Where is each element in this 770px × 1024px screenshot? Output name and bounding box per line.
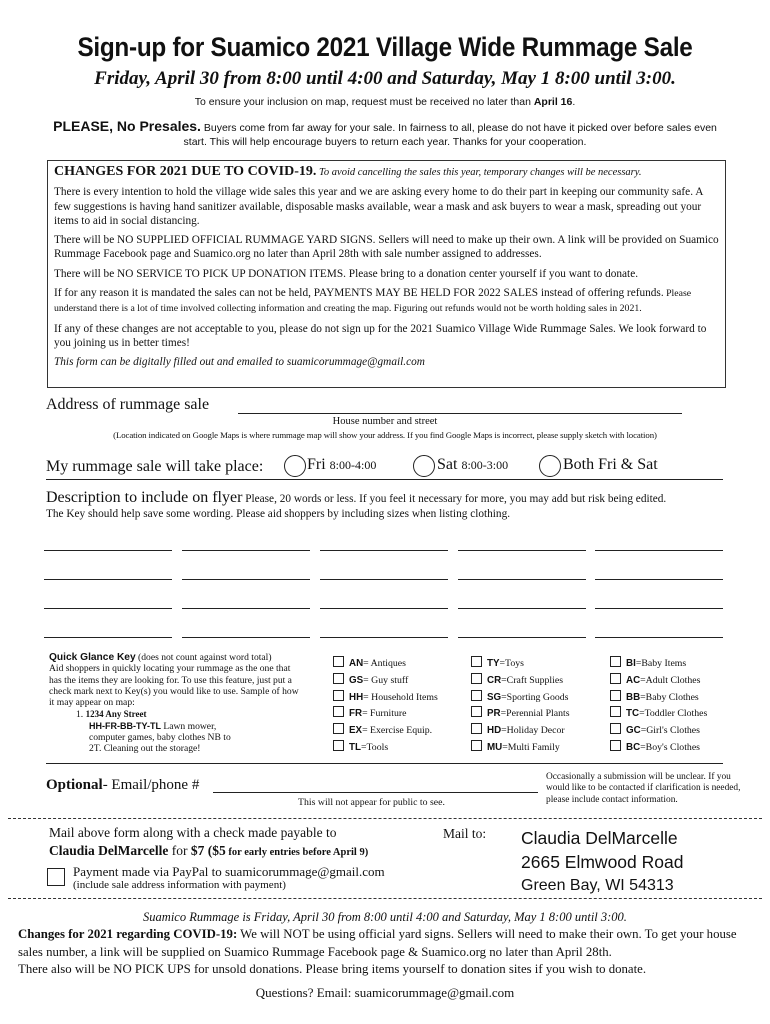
key-option-fr: FR= Furniture: [333, 706, 438, 723]
covid-paragraph: If for any reason it is mandated the sales can not be held, PAYMENTS MAY BE HELD FOR 2022 SALES instead of offering refunds. Please understand there is a lot of time involved collecting information and creating the map. Figuring out refunds would not be worth holding sales in 2021.: [54, 287, 692, 315]
cut-line: [8, 818, 762, 819]
footer-changes: Changes for 2021 regarding COVID-19: We will NOT be using official yard signs. Sellers will need to make their own. To get your house sales number, a link will be supplied on Suamico Rummage Facebook page & Suamico.org no later than April 28th. There also will be NO PICK UPS for unsold donations. Please bring items yourself to donation sites if you wish to donate.: [18, 927, 737, 976]
key-checkbox[interactable]: [333, 723, 344, 734]
description-line[interactable]: [44, 550, 172, 551]
description-line[interactable]: [458, 550, 586, 551]
key-checkbox[interactable]: [471, 740, 482, 751]
covid-heading: CHANGES FOR 2021 DUE TO COVID-19. To avoid cancelling the sales this year, temporary changes will be necessary.: [54, 164, 642, 179]
key-option-gc: GC=Girl's Clothes: [610, 723, 707, 740]
covid-paragraph: If any of these changes are not acceptable to you, please do not sign up for the 2021 Suamico Village Wide Rummage Sales. We look forward to you joining us in better times!: [54, 322, 707, 349]
key-option-sg: SG=Sporting Goods: [471, 690, 570, 707]
key-option-ty: TY=Toys: [471, 656, 570, 673]
key-checkbox[interactable]: [333, 673, 344, 684]
description-line[interactable]: [320, 637, 448, 638]
description-line[interactable]: [44, 608, 172, 609]
key-option-hd: HD=Holiday Decor: [471, 723, 570, 740]
address-note: (Location indicated on Google Maps is where rummage map will show your address. If you find Google Maps is incorrect, please supply sketch with location): [113, 430, 657, 440]
key-checkbox[interactable]: [610, 656, 621, 667]
address-label: Address of rummage sale: [46, 396, 210, 413]
presales-notice: PLEASE, No Presales. Buyers come from far away for your sale. In fairness to all, please do not have it picked over before sales even start. This will help encourage buyers to return each year. Thanks for your cooperation.: [53, 118, 717, 148]
key-option-tl: TL=Tools: [333, 740, 438, 757]
key-option-cr: CR=Craft Supplies: [471, 673, 570, 690]
description-line[interactable]: [44, 579, 172, 580]
description-note: The Key should help save some wording. Please aid shoppers by including sizes when listing clothing.: [46, 508, 511, 520]
key-checkbox[interactable]: [610, 673, 621, 684]
key-option-gs: GS= Guy stuff: [333, 673, 438, 690]
address-input-line[interactable]: [238, 413, 682, 414]
optional-label: Optional- Email/phone #: [46, 777, 200, 793]
key-option-an: AN= Antiques: [333, 656, 438, 673]
fri-radio[interactable]: [284, 455, 306, 477]
description-line[interactable]: [458, 637, 586, 638]
paypal-note: (include sale address information with payment): [73, 879, 286, 891]
description-line[interactable]: [182, 637, 310, 638]
description-line[interactable]: [595, 579, 723, 580]
key-option-tc: TC=Toddler Clothes: [610, 706, 707, 723]
description-line[interactable]: [182, 579, 310, 580]
description-line[interactable]: [595, 550, 723, 551]
cut-line: [8, 898, 762, 899]
description-line[interactable]: [182, 550, 310, 551]
key-option-bc: BC=Boy's Clothes: [610, 740, 707, 757]
page-title: Sign-up for Suamico 2021 Village Wide Rummage Sale: [77, 32, 693, 62]
key-checkbox[interactable]: [471, 706, 482, 717]
days-label: My rummage sale will take place:: [46, 458, 264, 475]
key-option-ac: AC=Adult Clothes: [610, 673, 707, 690]
key-option-hh: HH= Household Items: [333, 690, 438, 707]
sale-dates: Friday, April 30 from 8:00 until 4:00 and Saturday, May 1 8:00 until 3:00.: [94, 68, 676, 89]
description-line[interactable]: [320, 579, 448, 580]
key-checkbox[interactable]: [610, 706, 621, 717]
mail-to-label: Mail to:: [443, 826, 487, 841]
key-checkbox[interactable]: [610, 690, 621, 701]
key-option-pr: PR=Perennial Plants: [471, 706, 570, 723]
key-checkbox[interactable]: [471, 690, 482, 701]
key-option-ex: EX= Exercise Equip.: [333, 723, 438, 740]
email-note: This form can be digitally filled out and emailed to suamicorummage@gmail.com: [54, 356, 425, 369]
covid-paragraph: There will be NO SUPPLIED OFFICIAL RUMMAGE YARD SIGNS. Sellers will need to make up their own. A link will be provided on Suamico Rummage Facebook page and Suamico.org no later than April 28th with sale number assigned to addresses.: [54, 234, 719, 261]
quick-glance-key: Quick Glance Key (does not count against word total) Aid shoppers in quickly locating your rummage as the one that has the items they are looking for. To use this feature, just put a check mark next to Key(s) you would like to use. Sample of how it may appear on map: 1. 1234 Any Street HH-FR-BB-TY-TL Lawn mower, computer games, baby clothes NB to 2T. Cleaning out the storage!: [49, 652, 299, 755]
paypal-checkbox[interactable]: [47, 868, 65, 886]
description-line[interactable]: [458, 579, 586, 580]
key-checkbox[interactable]: [471, 723, 482, 734]
mail-instructions: Mail above form along with a check made payable to: [49, 825, 337, 840]
key-checkbox[interactable]: [610, 740, 621, 751]
email-phone-input-line[interactable]: [213, 792, 538, 793]
optional-note: Occasionally a submission will be unclear. If you would like to be contacted if clarification is needed, please include contact information.: [546, 772, 741, 805]
description-line[interactable]: [320, 550, 448, 551]
deadline-note: To ensure your inclusion on map, request must be received no later than April 16.: [194, 96, 576, 108]
description-line[interactable]: [320, 608, 448, 609]
key-option-bi: BI=Baby Items: [610, 656, 707, 673]
key-column-3: [610, 656, 707, 757]
covid-changes-box: [47, 160, 726, 388]
covid-paragraph: There will be NO SERVICE TO PICK UP DONATION ITEMS. Please bring to a donation center yourself if you want to donate.: [54, 267, 639, 280]
both-radio[interactable]: [539, 455, 561, 477]
divider: [46, 763, 723, 764]
key-option-bb: BB=Baby Clothes: [610, 690, 707, 707]
description-line[interactable]: [44, 637, 172, 638]
covid-paragraph: There is every intention to hold the village wide sales this year and we are asking every home to do their part in keeping our community safe. A few suggestions is having hand sanitizer available, disposable masks available, wear a mask and ask buyers to wear a mask, spreading out your items to aid in social distancing.: [54, 186, 703, 227]
footer-questions: Questions? Email: suamicorummage@gmail.com: [255, 985, 515, 1000]
optional-sublabel: This will not appear for public to see.: [298, 797, 445, 808]
description-label: Description to include on flyer Please, 20 words or less. If you feel it necessary for more, you may add but risk being edited.: [46, 489, 667, 506]
footer-dates: Suamico Rummage is Friday, April 30 from 8:00 until 4:00 and Saturday, May 1 8:00 until 3:00.: [143, 910, 627, 924]
key-column-1: [333, 656, 438, 757]
address-sublabel: House number and street: [332, 416, 438, 427]
key-checkbox[interactable]: [471, 673, 482, 684]
key-checkbox[interactable]: [333, 690, 344, 701]
sat-radio[interactable]: [413, 455, 435, 477]
paypal-line: Payment made via PayPal to suamicorummage@gmail.com: [73, 864, 385, 879]
description-line[interactable]: [182, 608, 310, 609]
key-option-mu: MU=Multi Family: [471, 740, 570, 757]
payee-line: Claudia DelMarcelle for $7 ($5 for early entries before April 9): [49, 843, 369, 858]
key-checkbox[interactable]: [471, 656, 482, 667]
description-line[interactable]: [458, 608, 586, 609]
key-column-2: [471, 656, 570, 757]
divider: [46, 479, 723, 480]
key-checkbox[interactable]: [333, 740, 344, 751]
key-checkbox[interactable]: [333, 656, 344, 667]
description-line[interactable]: [595, 637, 723, 638]
key-checkbox[interactable]: [333, 706, 344, 717]
mailing-address: Claudia DelMarcelle 2665 Elmwood Road Green Bay, WI 54313: [521, 828, 684, 894]
description-line[interactable]: [595, 608, 723, 609]
key-checkbox[interactable]: [610, 723, 621, 734]
